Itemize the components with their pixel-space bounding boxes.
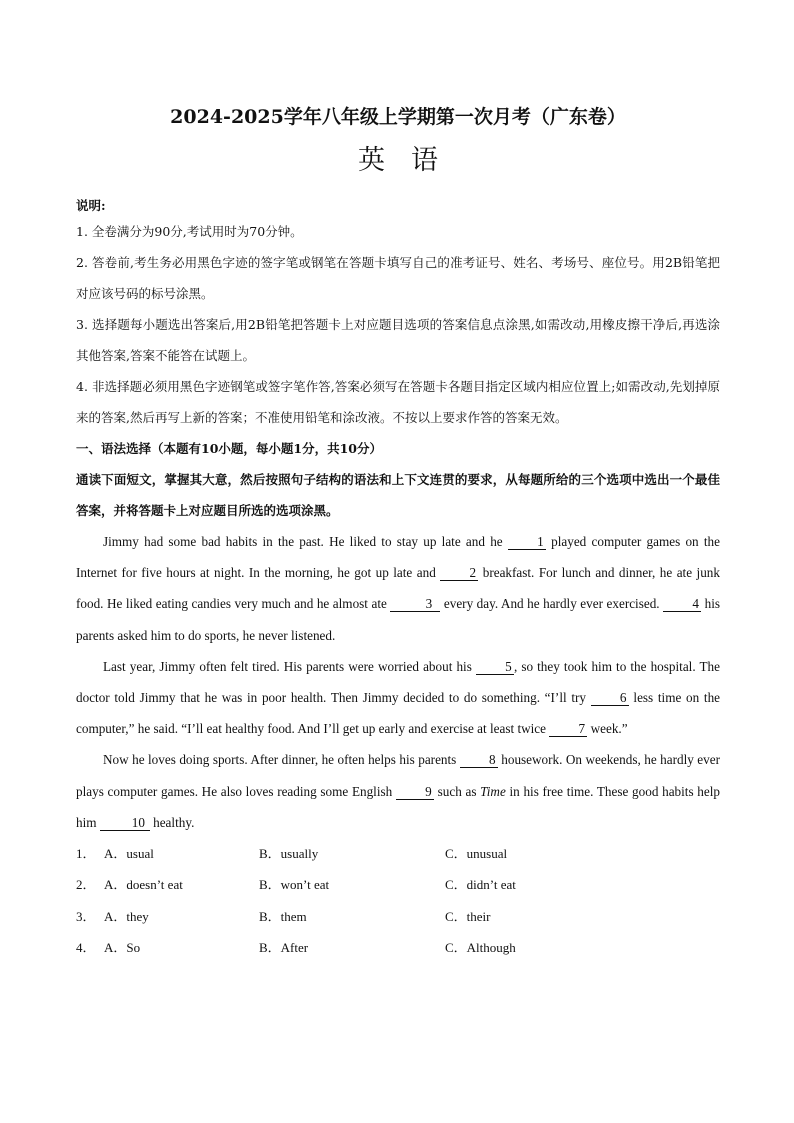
blank-9: 9: [396, 785, 434, 800]
blank-4: 4: [663, 597, 701, 612]
exam-page: [76, 100, 720, 963]
blank-3: 3: [390, 597, 440, 612]
option-row: [76, 838, 720, 869]
option-a: A．doesn’t eat: [104, 877, 183, 893]
question-number: 3．: [76, 908, 96, 924]
blank-7: 7: [549, 722, 587, 737]
passage-text: week.”: [590, 721, 628, 737]
exam-title: 2024-2025学年八年级上学期第一次月考（广东卷）: [170, 106, 626, 128]
instructions-label: 说明:: [76, 198, 106, 213]
option-a: A．usual: [104, 846, 154, 862]
blank-2: 2: [440, 566, 478, 581]
blank-8: 8: [460, 753, 498, 768]
passage-paragraph-3: [76, 744, 720, 838]
passage-text: every day. And he hardly ever exercised.: [443, 596, 660, 612]
passage-text: Jimmy had some bad habits in the past. He liked to stay up late and he: [103, 534, 503, 549]
passage-paragraph-2: [76, 651, 720, 745]
question-number: 2．: [76, 877, 96, 893]
question-number: 4．: [76, 939, 96, 955]
section-directions: 通读下面短文，掌握其大意，然后按照句子结构的语法和上下文连贯的要求，从每题所给的三个选项中选出一个最佳答案，并将答题卡上对应题目所选的选项涂黑。: [76, 472, 720, 518]
passage-text: Last year, Jimmy often felt tired. His parents were worried about his: [103, 658, 472, 674]
option-b: B．won’t eat: [259, 877, 330, 893]
option-row: [76, 932, 720, 963]
passage-text: his parents asked him to do sports, he never listened.: [76, 596, 721, 643]
options-list: [76, 838, 720, 963]
option-c: C．Although: [445, 939, 516, 955]
passage-text: breakfast. For lunch and dinner, he ate junk food. He liked eating candies very much and he almost ate: [76, 565, 720, 612]
option-c: C．unusual: [445, 846, 508, 862]
option-b: B．them: [259, 908, 307, 924]
option-row: [76, 869, 720, 900]
instruction-item: 1. 全卷满分为90分,考试用时为70分钟。: [76, 224, 303, 239]
question-number: 1．: [76, 846, 96, 862]
passage-text: less time on the computer,” he said. “I’ll eat healthy food. And I’ll get up early and exercise at least twice: [76, 690, 721, 737]
subject-title: 英语: [358, 145, 464, 176]
option-a: A．they: [104, 908, 149, 924]
option-c: C．didn’t eat: [445, 877, 516, 893]
blank-10: 10: [100, 816, 150, 831]
magazine-title: Time: [480, 783, 506, 799]
option-b: B．After: [259, 939, 309, 955]
passage-text: in his free time. These good habits help him: [76, 783, 720, 830]
passage-text: such as: [437, 783, 477, 799]
passage-paragraph-1: [76, 526, 720, 651]
passage-text: housework. On weekends, he hardly ever plays computer games. He also loves reading some English: [76, 752, 720, 799]
blank-1: 1: [508, 535, 546, 550]
section-heading: 一、语法选择（本题有10小题，每小题1分，共10分）: [76, 441, 382, 456]
instruction-item: 3. 选择题每小题选出答案后,用2B铅笔把答题卡上对应题目选项的答案信息点涂黑,如需改动,用橡皮擦干净后,再选涂其他答案,答案不能答在试题上。: [76, 317, 720, 363]
instruction-item: 2. 答卷前,考生务必用黑色字迹的签字笔或钢笔在答题卡填写自己的准考证号、姓名、考场号、座位号。用2B铅笔把对应该号码的标号涂黑。: [76, 255, 720, 301]
passage-text: played computer games on the Internet for five hours at night. In the morning, he got up late and: [76, 534, 720, 581]
passage-text: Now he loves doing sports. After dinner, he often helps his parents: [103, 752, 457, 768]
blank-6: 6: [591, 691, 629, 706]
option-c: C．their: [445, 908, 491, 924]
option-a: A．So: [104, 939, 141, 955]
instruction-item: 4. 非选择题必须用黑色字迹钢笔或签字笔作答,答案必须写在答题卡各题目指定区域内相应位置上;如需改动,先划掉原来的答案,然后再写上新的答案；不准使用铅笔和涂改液。不按以上要求作答的答案无效。: [76, 379, 720, 425]
option-b: B．usually: [259, 846, 319, 862]
blank-5: 5: [476, 660, 514, 675]
option-row: [76, 901, 720, 932]
passage-text: , so they took him to the hospital. The doctor told Jimmy that he was in poor health. Then Jimmy decided to do something. “I’ll try: [76, 658, 720, 706]
passage-text: healthy.: [153, 814, 195, 830]
